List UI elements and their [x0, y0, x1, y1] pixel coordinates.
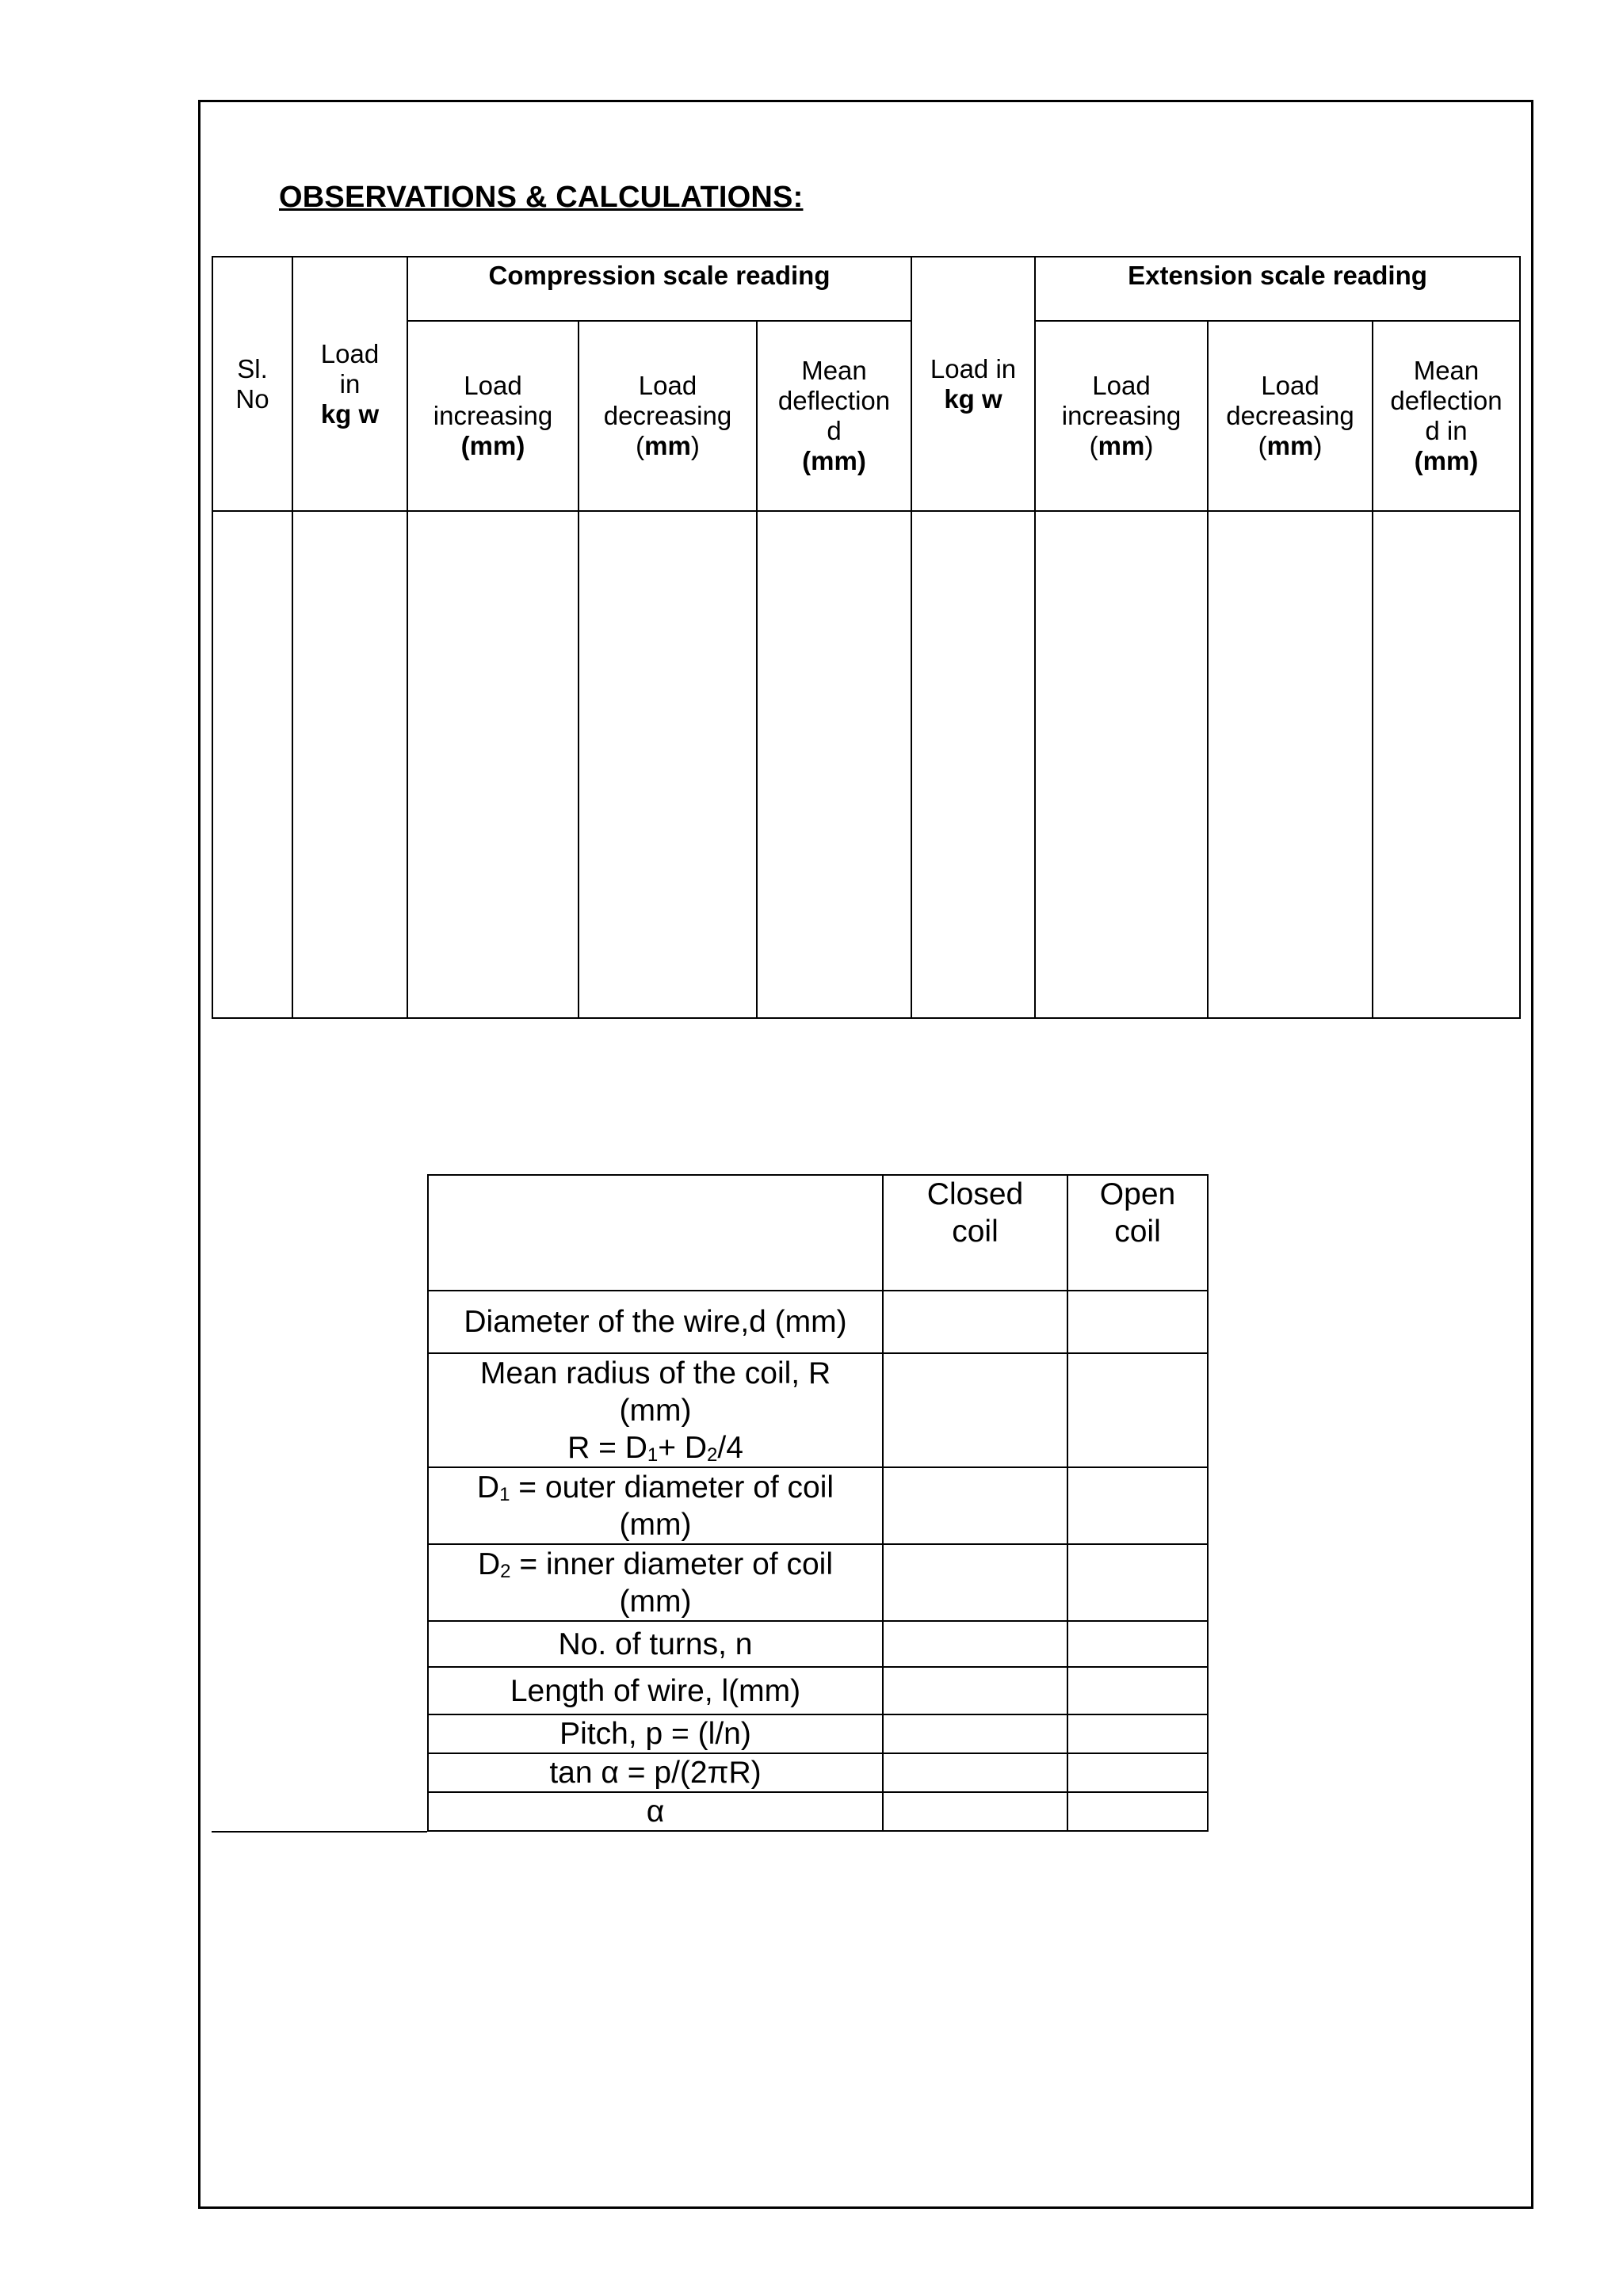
header-load-mid: Load in kg w: [911, 257, 1035, 511]
observation-table: [212, 256, 1521, 1019]
row-label-wire-diameter: Diameter of the wire,d (mm): [428, 1291, 883, 1353]
page-title: OBSERVATIONS & CALCULATIONS:: [279, 181, 804, 214]
value-cell-closed[interactable]: [883, 1667, 1067, 1714]
row-label-pitch: Pitch, p = (l/n): [428, 1714, 883, 1753]
value-cell-open[interactable]: [1067, 1291, 1208, 1353]
row-label-tan-alpha: tan α = p/(2πR): [428, 1753, 883, 1792]
value-cell-open[interactable]: [1067, 1467, 1208, 1544]
row-label-turns: No. of turns, n: [428, 1621, 883, 1667]
header-compression-group: Compression scale reading: [407, 257, 911, 321]
entry-cell-compression-increasing[interactable]: [407, 511, 579, 1018]
table-row: [428, 1353, 1208, 1467]
table-row: [428, 1291, 1208, 1353]
value-cell-open[interactable]: [1067, 1667, 1208, 1714]
value-cell-open[interactable]: [1067, 1753, 1208, 1792]
table-row: [428, 1792, 1208, 1831]
entry-cell-load-mid[interactable]: [911, 511, 1035, 1018]
table-row: [212, 511, 1520, 1018]
entry-cell-sl-no[interactable]: [212, 511, 292, 1018]
bottom-rule: [212, 1831, 427, 1833]
parameter-header-blank: [428, 1175, 883, 1291]
header-extension-mean: Mean deflection d in (mm): [1373, 321, 1520, 511]
value-cell-open[interactable]: [1067, 1544, 1208, 1621]
row-label-length: Length of wire, l(mm): [428, 1667, 883, 1714]
table-row: [428, 1667, 1208, 1714]
entry-cell-load[interactable]: [292, 511, 407, 1018]
header-extension-group: Extension scale reading: [1035, 257, 1520, 321]
value-cell-closed[interactable]: [883, 1353, 1067, 1467]
value-cell-closed[interactable]: [883, 1753, 1067, 1792]
table-row: [428, 1467, 1208, 1544]
header-compression-decreasing: Load decreasing (mm): [579, 321, 757, 511]
header-load: Load in kg w: [292, 257, 407, 511]
header-compression-increasing: Load increasing (mm): [407, 321, 579, 511]
row-label-inner-diameter: $D_2$ = inner diameter of coil (mm): [428, 1544, 883, 1621]
row-label-outer-diameter: $D_1$ = outer diameter of coil (mm): [428, 1467, 883, 1544]
value-cell-open[interactable]: [1067, 1353, 1208, 1467]
header-extension-increasing: Load increasing (mm): [1035, 321, 1208, 511]
table-row: [428, 1544, 1208, 1621]
coil-parameters-table: [427, 1174, 1209, 1832]
value-cell-closed[interactable]: [883, 1467, 1067, 1544]
table-row: [428, 1753, 1208, 1792]
column-open-coil: Open coil: [1067, 1175, 1208, 1291]
header-compression-mean: Mean deflection d (mm): [757, 321, 911, 511]
value-cell-closed[interactable]: [883, 1291, 1067, 1353]
header-sl-no: Sl. No: [212, 257, 292, 511]
table-row: [428, 1714, 1208, 1753]
row-label-mean-radius: Mean radius of the coil, R (mm) $R = D_1+ D_2/4$: [428, 1353, 883, 1467]
value-cell-closed[interactable]: [883, 1544, 1067, 1621]
entry-cell-extension-mean[interactable]: [1373, 511, 1520, 1018]
value-cell-open[interactable]: [1067, 1792, 1208, 1831]
entry-cell-extension-increasing[interactable]: [1035, 511, 1208, 1018]
entry-cell-compression-decreasing[interactable]: [579, 511, 757, 1018]
value-cell-closed[interactable]: [883, 1792, 1067, 1831]
entry-cell-extension-decreasing[interactable]: [1208, 511, 1373, 1018]
column-closed-coil: Closed coil: [883, 1175, 1067, 1291]
row-label-alpha: α: [428, 1792, 883, 1831]
header-extension-decreasing: Load decreasing (mm): [1208, 321, 1373, 511]
value-cell-open[interactable]: [1067, 1714, 1208, 1753]
entry-cell-compression-mean[interactable]: [757, 511, 911, 1018]
table-row: [428, 1621, 1208, 1667]
value-cell-closed[interactable]: [883, 1621, 1067, 1667]
value-cell-closed[interactable]: [883, 1714, 1067, 1753]
value-cell-open[interactable]: [1067, 1621, 1208, 1667]
